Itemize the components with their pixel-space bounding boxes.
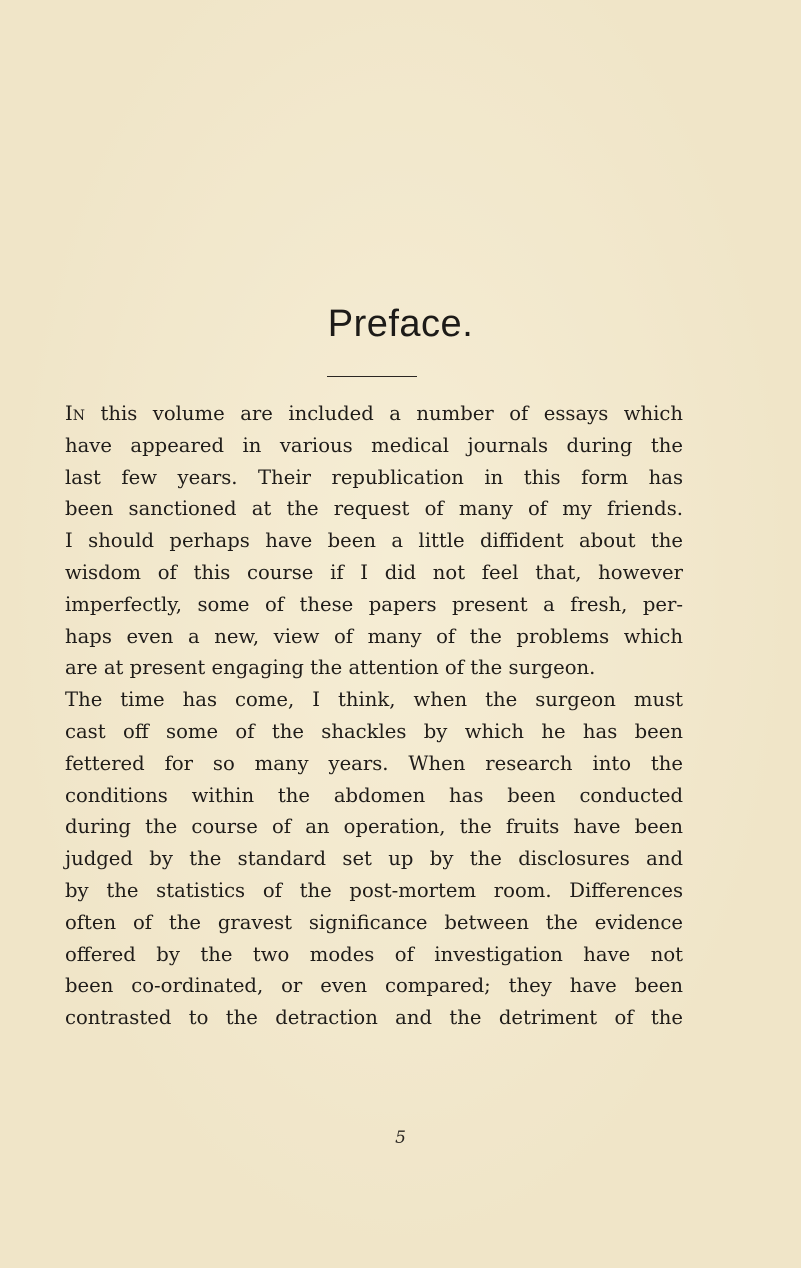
text-line: are at present engaging the attention of the surgeon. (65, 656, 596, 680)
text-line: I should perhaps have been a little diffident about the (65, 529, 683, 553)
text-line: have appeared in various medical journals during the (65, 433, 683, 457)
text-line: The time has come, I think, when the surgeon must (65, 688, 683, 712)
text-line: conditions within the abdomen has been conducted (65, 783, 683, 807)
text-line: haps even a new, view of many of the problems which (65, 624, 683, 648)
text-line: by the statistics of the post-mortem room. Differences (65, 878, 683, 902)
text-line: been sanctioned at the request of many of my friends. (65, 497, 683, 521)
text-line: been co-ordinated, or even compared; they have been (65, 974, 683, 998)
text-line: wisdom of this course if I did not feel that, however (65, 560, 683, 584)
text-line: often of the gravest significance between the evidence (65, 910, 683, 934)
text-line: during the course of an operation, the fruits have been (65, 815, 683, 839)
text-line: cast off some of the shackles by which he has been (65, 719, 683, 743)
text-line: offered by the two modes of investigation have not (65, 942, 683, 966)
page-number: 5 (395, 1128, 406, 1148)
text-line: fettered for so many years. When research into the (65, 751, 683, 775)
paragraph-1 (65, 398, 683, 684)
drop-lead-word: In (65, 402, 85, 425)
body-text (65, 398, 683, 1034)
text-line: judged by the standard set up by the disclosures and (65, 847, 683, 871)
title-divider (327, 376, 417, 377)
text-line: contrasted to the detraction and the detriment of the (65, 1006, 683, 1030)
text-line: last few years. Their republication in this form has (65, 465, 683, 489)
page-title: Preface. (327, 303, 474, 345)
text-line: In this volume are included a number of essays which (65, 402, 683, 425)
text-line: imperfectly, some of these papers present a fresh, per- (65, 592, 683, 616)
paragraph-2 (65, 684, 683, 1034)
